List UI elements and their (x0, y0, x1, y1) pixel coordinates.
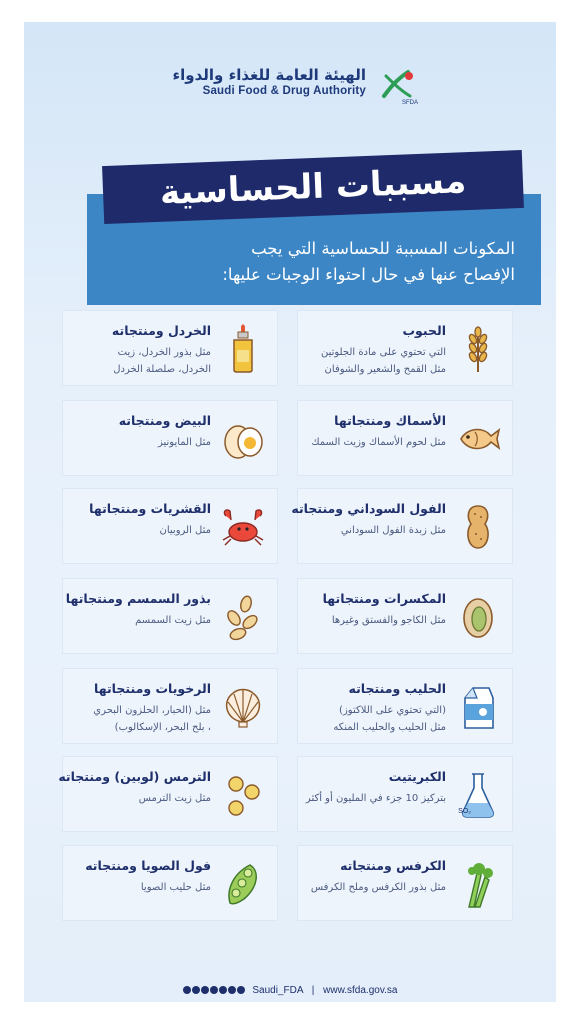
social-icons (183, 985, 246, 996)
lupin-beans-icon (217, 767, 269, 823)
allergen-card (62, 488, 278, 564)
svg-text:SFDA: SFDA (402, 100, 418, 106)
allergen-name: الترمس (لوبين) ومنتجاته (58, 769, 211, 784)
allergen-card (297, 668, 513, 744)
sfda-logo (24, 60, 556, 122)
allergen-description (65, 344, 211, 378)
tiktok-icon[interactable] (237, 986, 245, 994)
logo-text (172, 66, 366, 97)
pistachio-icon (452, 589, 504, 645)
allergen-description-line: مثل (الحبار، الحلزون البحري (93, 705, 211, 716)
allergen-name: الكرفس ومنتجاته (340, 858, 446, 873)
allergen-name: الكبريتيت (388, 769, 446, 784)
allergen-name: الرخويات ومنتجاتها (94, 681, 211, 696)
facebook-icon[interactable] (228, 986, 236, 994)
allergen-name: القشريات ومنتجاتها (89, 501, 211, 516)
allergen-description (300, 434, 446, 451)
allergen-description (65, 879, 211, 896)
allergen-description-line: مثل زيت الترمس (138, 793, 211, 804)
linkedin-icon[interactable] (219, 986, 227, 994)
x-icon[interactable] (183, 986, 191, 994)
allergen-name: الحبوب (402, 323, 446, 338)
allergen-description-line: مثل زبدة الفول السوداني (340, 525, 446, 536)
wheat-icon (452, 321, 504, 377)
allergen-description-line: مثل المايونيز (157, 437, 211, 448)
allergen-description-line: مثل بذور الكرفس وملح الكرفس (310, 882, 446, 893)
instagram-icon[interactable] (201, 986, 209, 994)
allergen-description-line: مثل حليب الصويا (140, 882, 211, 893)
allergen-description (300, 344, 446, 378)
allergen-description (65, 702, 211, 736)
allergen-name: الفول السوداني ومنتجاته (291, 501, 446, 516)
allergen-card (291, 488, 513, 564)
allergen-card (62, 668, 278, 744)
peanut-icon (452, 499, 504, 555)
logo-english-name: Saudi Food & Drug Authority (202, 85, 366, 97)
allergen-description (300, 612, 446, 629)
allergen-description (300, 790, 446, 807)
fish-icon (452, 411, 504, 467)
allergen-card (297, 578, 513, 654)
egg-icon (217, 411, 269, 467)
crab-icon (217, 499, 269, 555)
allergen-description-line: مثل الحليب والحليب المنكه (333, 722, 446, 733)
subtitle (95, 236, 515, 288)
allergen-description (65, 790, 211, 807)
subtitle-line-2: الإفصاح عنها في حال احتواء الوجبات عليها: (222, 265, 515, 284)
allergen-card (58, 756, 278, 832)
soybean-pod-icon (217, 856, 269, 912)
allergen-description-line: مثل بذور الخردل، زيت (117, 347, 211, 358)
subtitle-line-1: المكونات المسببة للحساسية التي يجب (251, 239, 515, 258)
allergen-name: الحليب ومنتجاته (348, 681, 446, 696)
youtube-icon[interactable] (210, 986, 218, 994)
allergen-card (297, 310, 513, 386)
allergen-description-line: التي تحتوي على مادة الجلوتين (320, 347, 446, 358)
allergen-description-line: (التي تحتوي على اللاكتوز) (339, 705, 446, 716)
allergen-card (297, 400, 513, 476)
website-link[interactable]: www.sfda.gov.sa (323, 985, 398, 997)
allergen-description-line: بتركيز 10 جزء في المليون أو أكثر (305, 793, 446, 804)
svg-text:SO₂: SO₂ (458, 808, 471, 815)
social-handle[interactable]: Saudi_FDA (252, 985, 303, 997)
allergen-description (65, 434, 211, 451)
allergen-card (62, 400, 278, 476)
allergen-card (62, 310, 278, 386)
allergen-description-line: مثل زيت السمسم (135, 615, 211, 626)
allergen-name: فول الصويا ومنتجاته (85, 858, 211, 873)
footer (24, 985, 556, 996)
sesame-seeds-icon (217, 589, 269, 645)
logo-arabic-name: الهيئة العامة للغذاء والدواء (172, 66, 366, 84)
allergen-description (300, 702, 446, 736)
allergen-description (65, 612, 211, 629)
allergen-name: البيض ومنتجاته (118, 413, 211, 428)
allergen-card (297, 756, 513, 832)
allergen-description-line: مثل الروبيان (159, 525, 211, 536)
allergen-card (297, 845, 513, 921)
celery-icon (452, 856, 504, 912)
shell-icon (217, 679, 269, 735)
mustard-bottle-icon (217, 321, 269, 377)
allergen-card (62, 578, 278, 654)
poster-frame (24, 22, 556, 1002)
footer-separator: | (311, 985, 315, 997)
allergen-description-line: مثل الكاجو والفستق وغيرها (331, 615, 446, 626)
allergen-description (65, 522, 211, 539)
allergen-name: الخردل ومنتجاته (111, 323, 211, 338)
allergen-card (62, 845, 278, 921)
page-title: مسببات الحساسية (159, 161, 467, 213)
allergen-description-line: ، بلح البحر، الإسكالوب) (114, 722, 211, 733)
snapchat-icon[interactable] (192, 986, 200, 994)
sfda-logo-mark-icon (378, 66, 418, 106)
milk-carton-icon (452, 679, 504, 735)
allergen-description (300, 879, 446, 896)
allergen-name: المكسرات ومنتجاتها (322, 591, 446, 606)
allergen-description-line: الخردل، صلصلة الخردل (113, 364, 211, 375)
allergen-description-line: مثل لحوم الأسماك وزيت السمك (311, 437, 446, 448)
allergen-name: بذور السمسم ومنتجاتها (65, 591, 211, 606)
allergen-description (300, 522, 446, 539)
flask-icon (452, 767, 504, 823)
allergen-name: الأسماك ومنتجاتها (334, 413, 446, 428)
allergen-description-line: مثل القمح والشعير والشوفان (324, 364, 446, 375)
